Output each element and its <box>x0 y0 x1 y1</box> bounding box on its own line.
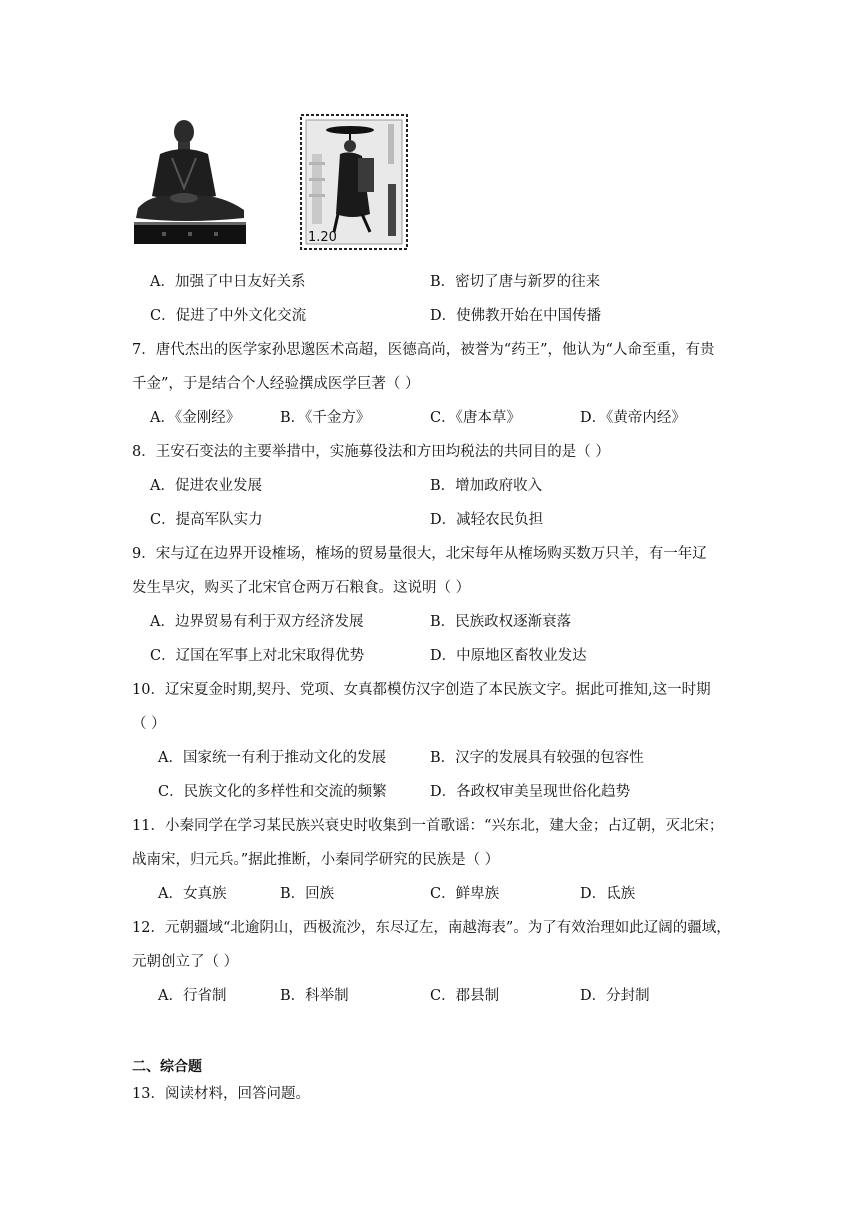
q12-option-d[interactable]: D．分封制 <box>580 988 650 1004</box>
q7-option-c[interactable]: C．《唐本草》 <box>430 410 521 426</box>
section-heading: 二、综合题 <box>132 1059 202 1075</box>
q9-option-d[interactable]: D．中原地区畜牧业发达 <box>430 648 587 664</box>
q12-option-c[interactable]: C．郡县制 <box>430 988 500 1004</box>
q11-option-a[interactable]: A．女真族 <box>158 886 227 902</box>
q9-stem-line1: 9．宋与辽在边界开设榷场，榷场的贸易量很大，北宋每年从榷场购买数万只羊，有一年辽 <box>132 546 707 562</box>
q12-option-b[interactable]: B．科举制 <box>280 988 349 1004</box>
stamp-image <box>300 114 408 250</box>
stamp-denomination: 1.20 <box>308 230 337 245</box>
q10-option-c[interactable]: C．民族文化的多样性和交流的频繁 <box>158 784 387 800</box>
q12-stem-line2: 元朝创立了（ ） <box>132 954 239 970</box>
q7-stem-line1: 7．唐代杰出的医学家孙思邈医术高超，医德高尚，被誉为“药王”，他认为“人命至重，有贵 <box>132 342 715 358</box>
q8-option-d[interactable]: D．减轻农民负担 <box>430 512 544 528</box>
q10-stem-line1: 10．辽宋夏金时期,契丹、党项、女真都模仿汉字创造了本民族文字。据此可推知,这一时期 <box>132 682 711 698</box>
monk-statue-icon <box>132 118 248 248</box>
q6-option-b[interactable]: B．密切了唐与新罗的往来 <box>430 274 601 290</box>
q10-stem-line2: （ ） <box>132 716 166 732</box>
q11-option-d[interactable]: D．氐族 <box>580 886 636 902</box>
q10-option-b[interactable]: B．汉字的发展具有较强的包容性 <box>430 750 644 766</box>
q8-stem-line1: 8．王安石变法的主要举措中，实施募役法和方田均税法的共同目的是（ ） <box>132 444 610 460</box>
q8-option-a[interactable]: A．促进农业发展 <box>150 478 262 494</box>
q10-option-a[interactable]: A．国家统一有利于推动文化的发展 <box>158 750 386 766</box>
q8-option-c[interactable]: C．提高军队实力 <box>150 512 263 528</box>
q10-option-d[interactable]: D．各政权审美呈现世俗化趋势 <box>430 784 631 800</box>
q7-option-a[interactable]: A．《金刚经》 <box>150 410 241 426</box>
monk-statue-image <box>132 118 248 248</box>
q6-option-c[interactable]: C．促进了中外文化交流 <box>150 308 307 324</box>
q8-option-b[interactable]: B．增加政府收入 <box>430 478 543 494</box>
q9-option-c[interactable]: C．辽国在军事上对北宋取得优势 <box>150 648 365 664</box>
q7-stem-line2: 千金”，于是结合个人经验撰成医学巨著（ ） <box>132 376 420 392</box>
q7-option-b[interactable]: B．《千金方》 <box>280 410 371 426</box>
q12-option-a[interactable]: A．行省制 <box>158 988 227 1004</box>
q11-option-c[interactable]: C．鲜卑族 <box>430 886 500 902</box>
q6-option-a[interactable]: A．加强了中日友好关系 <box>150 274 306 290</box>
q11-stem-line1: 11．小秦同学在学习某民族兴衰史时收集到一首歌谣：“兴东北，建大金；占辽朝，灭北宋； <box>132 818 724 834</box>
q11-stem-line2: 战南宋，归元兵。”据此推断，小秦同学研究的民族是（ ） <box>132 852 500 868</box>
q12-stem-line1: 12．元朝疆域“北逾阴山，西极流沙，东尽辽左，南越海表”。为了有效治理如此辽阔的疆域， <box>132 920 731 936</box>
q6-option-d[interactable]: D．使佛教开始在中国传播 <box>430 308 602 324</box>
q9-stem-line2: 发生旱灾，购买了北宋官仓两万石粮食。这说明（ ） <box>132 580 471 596</box>
q11-option-b[interactable]: B．回族 <box>280 886 335 902</box>
q13-stem-line1: 13．阅读材料，回答问题。 <box>132 1086 310 1102</box>
q9-option-b[interactable]: B．民族政权逐渐衰落 <box>430 614 572 630</box>
q7-option-d[interactable]: D．《黄帝内经》 <box>580 410 686 426</box>
q9-option-a[interactable]: A．边界贸易有利于双方经济发展 <box>150 614 364 630</box>
